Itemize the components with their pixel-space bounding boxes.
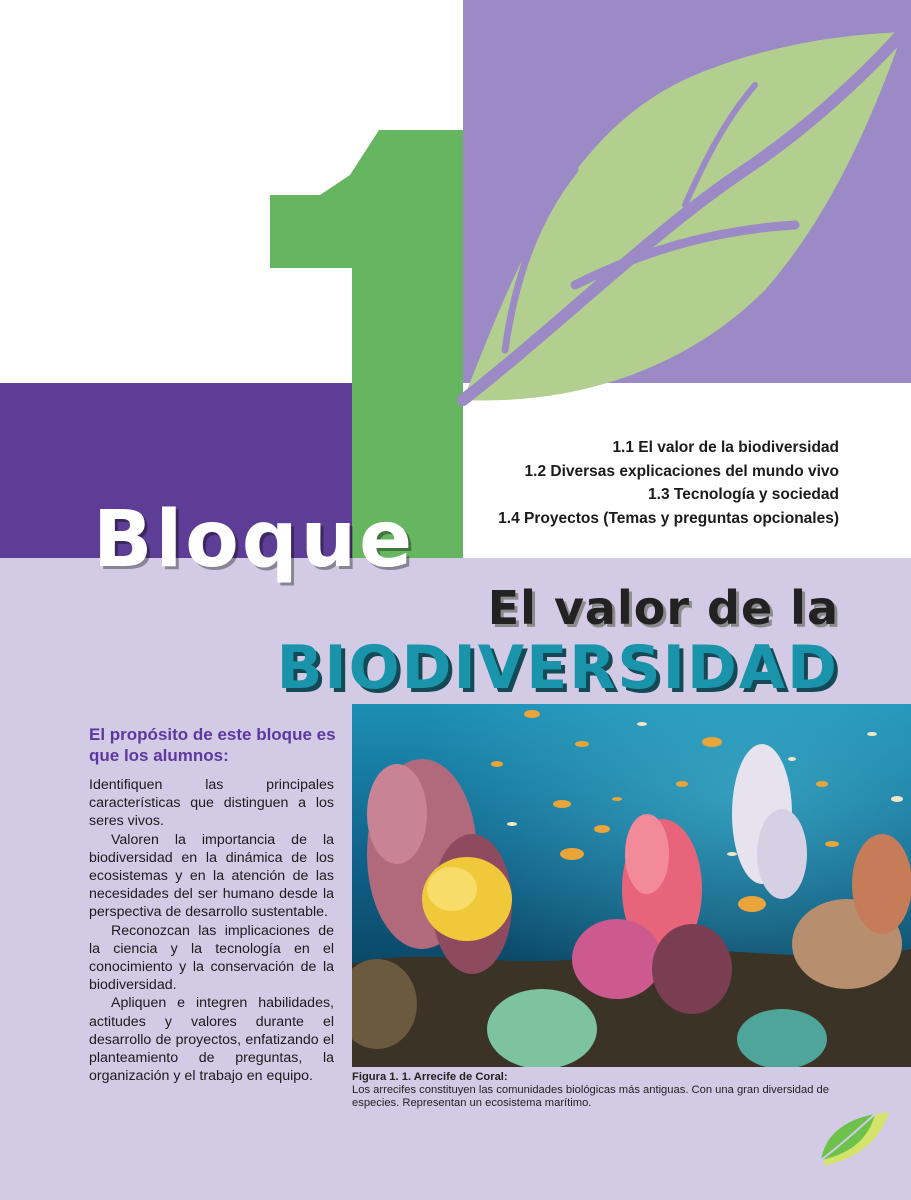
figure-text: Los arrecifes constituyen las comunidades biológicas más antiguas. Con una gran diversidad de especies. Representan un ecosistema marítimo. xyxy=(352,1084,829,1109)
purpose-paragraph: Valoren la importancia de la biodiversidad en la dinámica de los ecosistemas y en la atención de las necesidades del ser humano desde la perspectiva de desarrollo sustentable. xyxy=(89,831,334,921)
title-line-1: El valor de la xyxy=(487,581,839,635)
contents-item: 1.1 El valor de la biodiversidad xyxy=(612,439,839,456)
green-leaf-icon xyxy=(819,1108,893,1174)
coral-reef-photo xyxy=(352,704,911,1067)
purpose-paragraph: Apliquen e integren habilidades, actitudes y valores durante el desarrollo de proyectos, enfatizando el planteamiento de preguntas, la organización y el trabajo en equipo. xyxy=(89,995,334,1085)
contents-item: 1.3 Tecnología y sociedad xyxy=(648,486,839,503)
title-line-2: BIODIVERSIDAD xyxy=(276,633,839,703)
figure-title: Figura 1. 1. Arrecife de Coral: xyxy=(352,1071,508,1083)
bloque-label: Bloque xyxy=(93,495,416,585)
contents-item: 1.2 Diversas explicaciones del mundo vivo xyxy=(524,462,839,480)
contents-item: 1.4 Proyectos (Temas y preguntas opcionales) xyxy=(498,509,839,527)
purpose-heading: El propósito de este bloque es que los alumnos: xyxy=(89,725,336,765)
contents-list xyxy=(498,436,839,530)
purpose-paragraph: Identifiquen las principales características que distinguen a los seres vivos. xyxy=(89,777,334,830)
leaf-icon xyxy=(455,20,911,410)
figure-caption xyxy=(352,1071,847,1110)
purpose-paragraph: Reconozcan las implicaciones de la ciencia y la tecnología en el conocimiento y la conservación de la biodiversidad. xyxy=(89,922,334,994)
purpose-body xyxy=(89,776,334,1085)
